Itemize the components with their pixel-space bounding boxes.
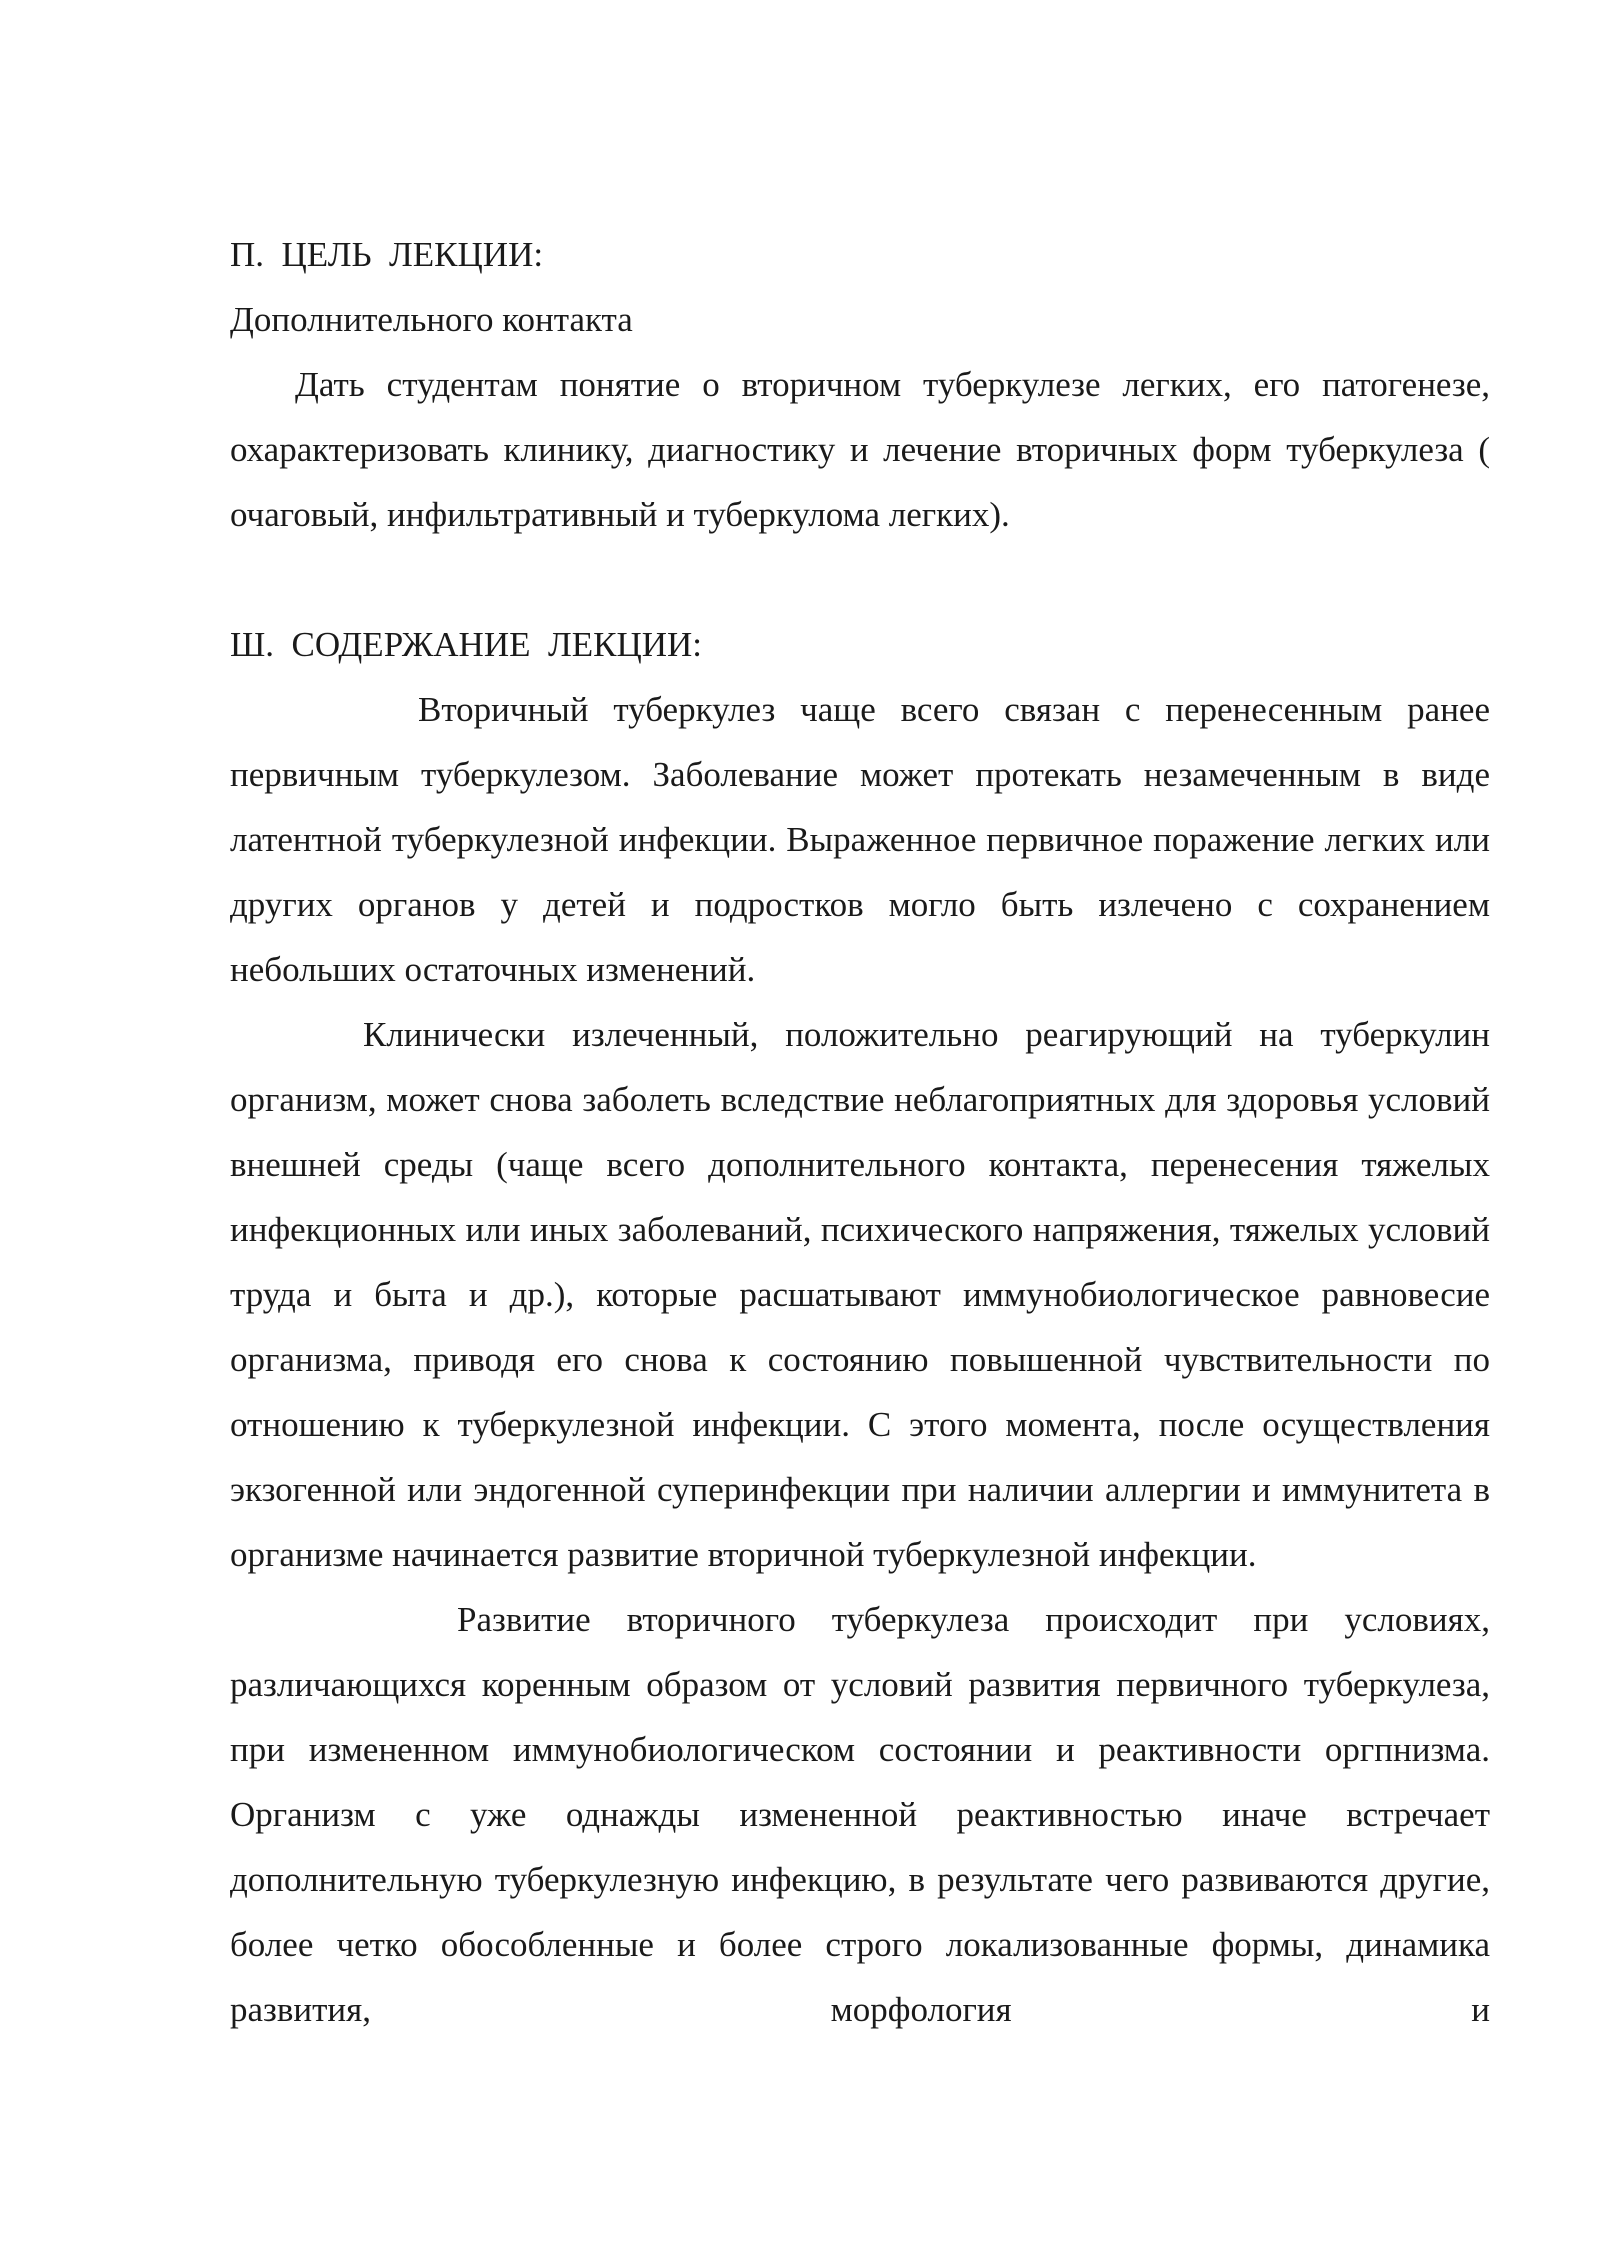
section-subheading: Дополнительного контакта <box>230 300 633 339</box>
section-heading-content: Ш. СОДЕРЖАНИЕ ЛЕКЦИИ: <box>230 625 703 664</box>
content-paragraph-2: Клинически излеченный, положительно реагирующий на туберкулин организм, может снова заболеть вследствие неблагоприятных для здоровья условий внешней среды (чаще всего дополнительного контакта, перенесения тяжелых инфекционных или иных заболеваний, психического напряжения, тяжелых условий труда и быта и др.), которые расшатывают иммунобиологическое равновесие организма, приводя его снова к состоянию повышенной чувствительности по отношению к туберкулезной инфекции. С этого момента, после осуществления экзогенной или эндогенной суперинфекции при наличии аллергии и иммунитета в организме начинается развитие вторичной туберкулезной инфекции. <box>230 1015 1490 1574</box>
section-heading-goal: П. ЦЕЛЬ ЛЕКЦИИ: <box>230 235 544 274</box>
document-body <box>230 222 1490 2042</box>
goal-paragraph: Дать студентам понятие о вторичном туберкулезе легких, его патогенезе, охарактеризовать клинику, диагностику и лечение вторичных форм туберкулеза ( очаговый, инфильтративный и туберкулома легких). <box>230 365 1490 534</box>
content-paragraph-3: Развитие вторичного туберкулеза происходит при условиях, различающихся коренным образом от условий развития первичного туберкулеза, при измененном иммунобиологическом состоянии и реактивности оргпнизма. Организм с уже однажды измененной реактивностью иначе встречает дополнительную туберкулезную инфекцию, в результате чего развиваются другие, более четко обособленные и более строго локализованные формы, динамика развития, морфология и <box>230 1600 1490 2029</box>
section-divider-space <box>230 547 1490 612</box>
content-paragraph-1: Вторичный туберкулез чаще всего связан с перенесенным ранее первичным туберкулезом. Заболевание может протекать незамеченным в виде латентной туберкулезной инфекции. Выраженное первичное поражение легких или других органов у детей и подростков могло быть излечено с сохранением небольших остаточных изменений. <box>230 690 1490 989</box>
